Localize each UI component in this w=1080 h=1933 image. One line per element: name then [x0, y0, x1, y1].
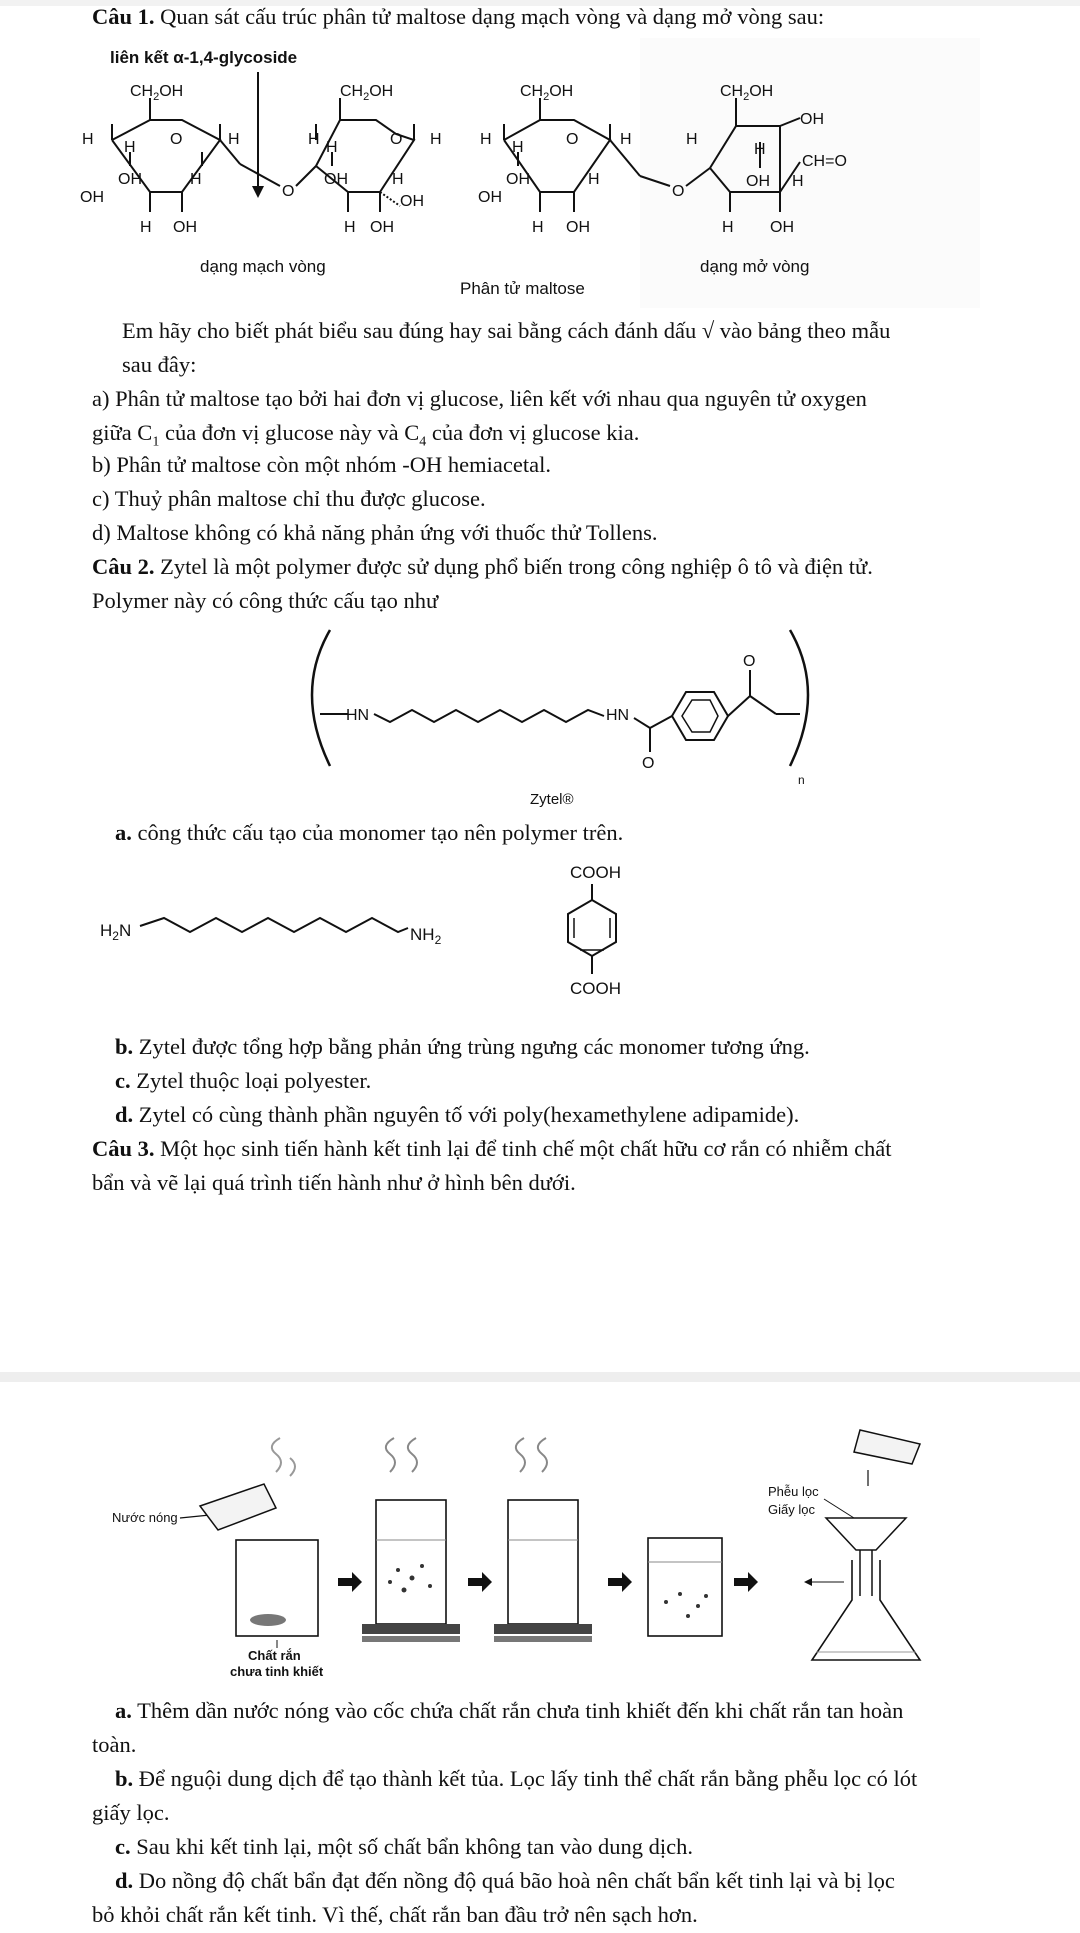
svg-text:CH2OH: $CH_2OH$	[720, 83, 774, 103]
svg-text:H2N: $H_2N$	[100, 921, 132, 943]
svg-text:O: O	[642, 755, 655, 772]
svg-text:OH: OH	[800, 111, 824, 128]
svg-text:OH: OH	[566, 219, 590, 236]
q1-heading	[92, 2, 824, 32]
svg-text:H: H	[140, 219, 152, 236]
page-break-divider	[0, 1372, 1080, 1382]
svg-text:O: O	[672, 183, 685, 200]
q3-statement-d-1: d. Do nồng độ chất bẩn đạt đến nồng độ quá bão hoà nên chất bẩn kết tinh lại và bị lọc	[115, 1868, 895, 1893]
svg-text:H: H	[792, 173, 804, 190]
q2-heading: Câu 2. Zytel là một polymer được sử dụng phổ biến trong công nghiệp ô tô và điện tử.	[92, 554, 873, 579]
q3-statement-b-2: giấy lọc.	[92, 1800, 170, 1825]
svg-text:H: H	[228, 131, 240, 148]
svg-text:H: H	[190, 171, 202, 188]
svg-text:H: H	[344, 219, 356, 236]
svg-text:CH2OH: $CH_2OH$	[520, 83, 574, 103]
svg-text:H: H	[82, 131, 94, 148]
svg-text:H: H	[124, 139, 136, 156]
svg-text:H: H	[430, 131, 442, 148]
svg-text:OH: OH	[746, 173, 770, 190]
q3-statement-c: c. Sau khi kết tinh lại, một số chất bẩn không tan vào dung dịch.	[115, 1834, 694, 1859]
svg-text:HN: HN	[346, 707, 370, 724]
svg-text:Chất rắn: Chất rắn	[248, 1648, 301, 1663]
q3-statement-d-2: bỏ khỏi chất rắn kết tinh. Vì thế, chất rắn ban đầu trở nên sạch hơn.	[92, 1902, 698, 1927]
svg-text:O: O	[170, 131, 183, 148]
zytel-structure	[290, 618, 830, 818]
q1-number: Câu 1.	[92, 4, 155, 29]
q1-statement-a-2: giữa $C_1$ của đơn vị glucose này và $C_4$ của đơn vị glucose kia.	[92, 420, 640, 450]
svg-text:n: n	[798, 773, 805, 787]
svg-text:H: H	[392, 171, 404, 188]
svg-text:CH2OH: $CH_2OH$	[340, 83, 394, 103]
zytel-label: Zytel®	[530, 791, 574, 808]
svg-text:OH: OH	[80, 189, 104, 206]
maltose-figure	[80, 36, 980, 314]
svg-text:OH: OH	[400, 193, 424, 210]
cyclic-label: dạng mạch vòng	[200, 257, 326, 276]
maltose-caption: Phân tử maltose	[460, 279, 585, 298]
q1-statement-b: b) Phân tử maltose còn một nhóm -OH hemiacetal.	[92, 452, 551, 477]
svg-text:H: H	[308, 131, 320, 148]
svg-text:Giấy lọc: Giấy lọc	[768, 1502, 815, 1517]
svg-text:O: O	[566, 131, 579, 148]
svg-text:O: O	[282, 183, 295, 200]
svg-text:OH: OH	[118, 171, 142, 188]
svg-text:H: H	[686, 131, 698, 148]
svg-text:OH: OH	[770, 219, 794, 236]
svg-text:O: O	[390, 131, 403, 148]
svg-text:OH: OH	[173, 219, 197, 236]
svg-text:COOH: COOH	[570, 979, 621, 998]
svg-text:O: O	[743, 653, 756, 670]
svg-text:H: H	[512, 139, 524, 156]
open-label: dạng mở vòng	[700, 257, 810, 276]
recrystallization-figure	[100, 1410, 980, 1700]
monomers-figure	[90, 856, 690, 1026]
svg-text:H: H	[532, 219, 544, 236]
svg-text:H: H	[620, 131, 632, 148]
q2-statement-d: d. Zytel có cùng thành phần nguyên tố với poly(hexamethylene adipamide).	[115, 1102, 800, 1127]
q3-line2: bẩn và vẽ lại quá trình tiến hành như ở hình bên dưới.	[92, 1170, 576, 1195]
svg-text:OH: OH	[324, 171, 348, 188]
svg-text:NH2: $NH_2$	[410, 925, 442, 947]
svg-text:H: H	[480, 131, 492, 148]
q1-instruction-1: Em hãy cho biết phát biểu sau đúng hay sai bằng cách đánh dấu √ vào bảng theo mẫu	[122, 318, 891, 343]
q1-instruction-2: sau đây:	[122, 352, 197, 377]
q2-line2: Polymer này có công thức cấu tạo như	[92, 588, 439, 613]
q1-statement-a-1: a) Phân tử maltose tạo bởi hai đơn vị glucose, liên kết với nhau qua nguyên tử oxygen	[92, 386, 867, 411]
q3-statement-b-1: b. Để nguội dung dịch để tạo thành kết tủa. Lọc lấy tinh thể chất rắn bằng phễu lọc có lót	[115, 1766, 918, 1791]
open-form-ring	[504, 98, 640, 212]
q1-statement-c: c) Thuỷ phân maltose chỉ thu được glucose.	[92, 486, 486, 511]
q2-statement-a: a. công thức cấu tạo của monomer tạo nên polymer trên.	[115, 820, 624, 845]
glycoside-link-label: liên kết α-1,4-glycoside	[110, 48, 298, 67]
svg-text:H: H	[326, 139, 338, 156]
svg-text:CH=O: CH=O	[802, 153, 847, 170]
svg-text:H: H	[722, 219, 734, 236]
q3-heading: Câu 3. Một học sinh tiến hành kết tinh lại để tinh chế một chất hữu cơ rắn có nhiễm chất	[92, 1136, 892, 1161]
svg-text:CH2OH: $CH_2OH$	[130, 83, 184, 103]
svg-text:HN: HN	[606, 707, 630, 724]
svg-text:OH: OH	[506, 171, 530, 188]
q2-statement-b: b. Zytel được tổng hợp bằng phản ứng trùng ngưng các monomer tương ứng.	[115, 1034, 810, 1059]
svg-text:H: H	[754, 141, 766, 158]
svg-text:OH: OH	[370, 219, 394, 236]
q3-statement-a-2: toàn.	[92, 1732, 137, 1757]
svg-text:H: H	[588, 171, 600, 188]
q1-statement-d: d) Maltose không có khả năng phản ứng với thuốc thử Tollens.	[92, 520, 658, 545]
svg-text:COOH: COOH	[570, 863, 621, 882]
svg-text:OH: OH	[478, 189, 502, 206]
svg-text:chưa tinh khiết: chưa tinh khiết	[230, 1664, 324, 1679]
svg-text:Phễu lọc: Phễu lọc	[768, 1484, 819, 1499]
svg-text:Nước nóng: Nước nóng	[112, 1510, 178, 1525]
q2-statement-c: c. Zytel thuộc loại polyester.	[115, 1068, 372, 1093]
q1-title: Quan sát cấu trúc phân tử maltose dạng mạch vòng và dạng mở vòng sau:	[154, 4, 825, 29]
q3-statement-a-1: a. Thêm dần nước nóng vào cốc chứa chất rắn chưa tinh khiết đến khi chất rắn tan hoàn	[115, 1698, 904, 1723]
